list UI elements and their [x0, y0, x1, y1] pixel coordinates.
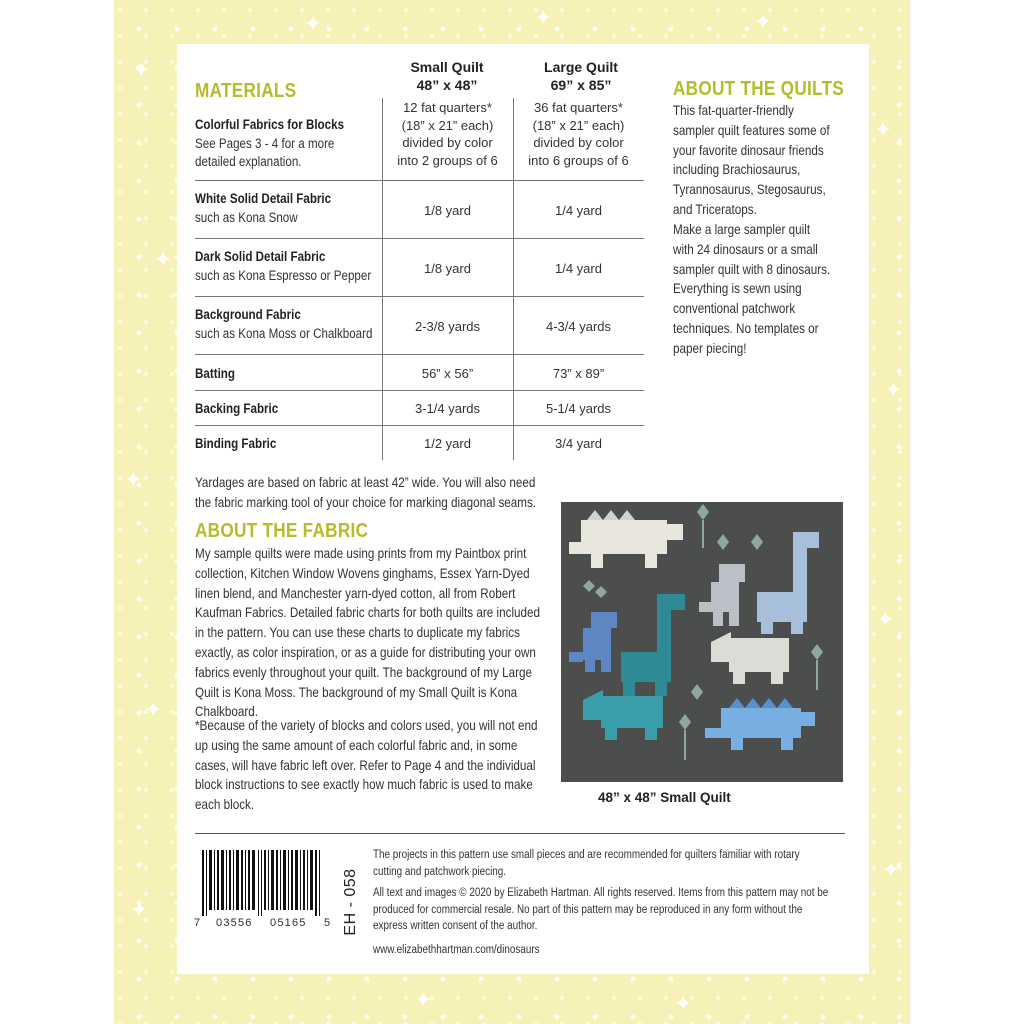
material-note: detailed explanation. [195, 154, 302, 169]
small-quilt-amount: 1/2 yard [424, 436, 471, 451]
about-quilts-paragraph-1: This fat-quarter-friendly sampler quilt features some of your favorite dinosaur friends including Brachiosaurus, Tyrannosaurus, Stegosaurus, and Triceratops. [673, 103, 830, 217]
stegosaurus-blue [705, 698, 815, 750]
about-quilts-heading: ABOUT THE QUILTS [673, 78, 845, 100]
material-note: such as Kona Moss or Chalkboard [195, 325, 373, 341]
stegosaurus-white [569, 510, 683, 568]
large-quilt-amount: 1/4 yard [555, 203, 602, 218]
footer-website-link[interactable]: www.elizabethhartman.com/dinosaurs [373, 944, 540, 956]
large-quilt-size: 69” x 85” [550, 77, 612, 93]
barcode-bars [198, 850, 328, 916]
about-fabric-paragraph-2: *Because of the variety of blocks and colors used, you will not end up using the same amount of each colorful fabric and, in some cases, will have fabric left over. Refer to Page 4 and the individual block instructions to see exactly how much fabric is used to make each block. [195, 718, 538, 813]
footer-copyright: All text and images © 2020 by Elizabeth Hartman. All rights reserved. Items from this pattern may not be produced for commercial resale. No part of this pattern may be reproduced in any form without the express written consent of the author. [373, 887, 829, 932]
quilt-photo-caption: 48” x 48” Small Quilt [598, 790, 731, 805]
trex-gray [699, 564, 745, 626]
about-quilts-paragraph-2: Make a large sampler quilt with 24 dinosaurs or a small sampler quilt with 8 dinosaurs. Everything is sewn using conventional patchwork techniques. No templates or paper piecing! [673, 222, 831, 356]
row-divider [195, 180, 644, 181]
material-row-white-solid [195, 190, 353, 227]
pattern-code: EH - 058 [342, 868, 359, 936]
yardage-note: Yardages are based on fabric at least 42” wide. You will also need the fabric marking tool of your choice for marking diagonal seams. [195, 475, 537, 510]
large-quilt-amount: 36 fat quarters* (18” x 21” each) divided by color into 6 groups of 6 [528, 100, 629, 168]
about-fabric-paragraph-1: My sample quilts were made using prints from my Paintbox print collection, Kitchen Window Wovens ginghams, Essex Yarn-Dyed linen blend, and Manchester yarn-dyed cotton, all from Robert Kaufman Fabrics. Detailed fabric charts for both quilts are included in the pattern. You can use these charts to duplicate my fabrics exactly, as color inspiration, or as a guide for distributing your own fabrics evenly throughout your quilt. The background of my Large Quilt is Kona Moss. The background of my Small Quilt is Kona Chalkboard. [195, 546, 541, 720]
material-row-batting: Batting [195, 366, 235, 381]
material-name: Background Fabric [195, 307, 301, 322]
material-row-binding: Binding Fabric [195, 436, 277, 451]
small-quilt-amount: 12 fat quarters* (18” x 21” each) divided by color into 2 groups of 6 [397, 100, 498, 168]
small-quilt-amount: 1/8 yard [424, 203, 471, 218]
triceratops-teal [583, 690, 663, 740]
material-name: Dark Solid Detail Fabric [195, 249, 326, 264]
footer-skill-note: The projects in this pattern use small pieces and are recommended for quilters familiar with rotary cutting and patchwork piecing. [373, 849, 800, 878]
row-divider [195, 390, 644, 391]
material-note: such as Kona Snow [195, 209, 298, 225]
small-quilt-amount: 3-1/4 yards [414, 401, 481, 416]
large-quilt-amount: 1/4 yard [555, 261, 602, 276]
small-quilt-photo [561, 502, 843, 782]
row-divider [195, 296, 644, 297]
small-quilt-column-header [382, 58, 512, 94]
materials-heading: MATERIALS [195, 80, 297, 102]
small-quilt-amount: 2-3/8 yards [414, 319, 481, 334]
barcode: 7 03556 05165 5 [198, 850, 328, 932]
trex-blue [569, 612, 617, 672]
brachiosaurus-teal [621, 594, 685, 696]
triceratops-white [711, 632, 789, 684]
about-fabric-heading: ABOUT THE FABRIC [195, 520, 369, 542]
small-quilt-size: 48” x 48” [416, 77, 478, 93]
large-quilt-amount: 3/4 yard [555, 436, 602, 451]
material-row-dark-solid [195, 248, 400, 285]
material-note: such as Kona Espresso or Pepper [195, 267, 372, 283]
brachiosaurus-lightblue [757, 532, 819, 634]
material-name: Colorful Fabrics for Blocks [195, 117, 345, 132]
polka-dot-border: ✦ ✦ ✦ ✦ ✦ ✦ ✦ ✦ ✦ ✦ ✦ ✦ ✦ ✦ [114, 0, 910, 1024]
large-quilt-amount: 5-1/4 yards [545, 401, 612, 416]
material-row-background [195, 306, 401, 343]
row-divider [195, 354, 644, 355]
large-quilt-column-header [518, 58, 644, 94]
material-note: See Pages 3 - 4 for a more [195, 135, 335, 151]
small-quilt-amount: 56” x 56” [421, 366, 474, 381]
small-quilt-title: Small Quilt [410, 59, 484, 75]
dinosaur-quilt-illustration [561, 502, 843, 782]
material-name: White Solid Detail Fabric [195, 191, 332, 206]
large-quilt-amount: 73” x 89” [552, 366, 605, 381]
large-quilt-amount: 4-3/4 yards [545, 319, 612, 334]
large-quilt-title: Large Quilt [544, 59, 618, 75]
row-divider [195, 425, 644, 426]
row-divider [195, 238, 644, 239]
footer-divider [195, 833, 845, 834]
material-row-backing: Backing Fabric [195, 401, 279, 416]
small-quilt-amount: 1/8 yard [424, 261, 471, 276]
material-row-colorful-fabrics [195, 116, 368, 172]
